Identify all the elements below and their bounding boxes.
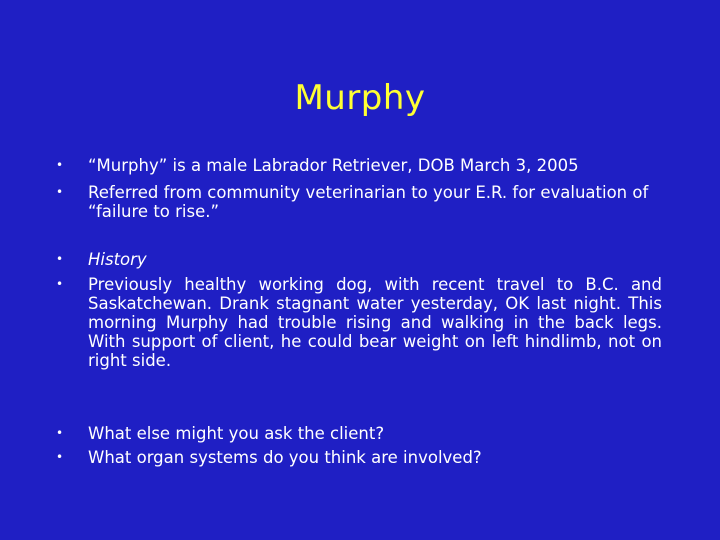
bullet-item (56, 156, 662, 175)
bullet-dot-icon: • (56, 426, 64, 440)
bullet-item (56, 448, 662, 467)
bullet-text-question-client: What else might you ask the client? (88, 424, 385, 443)
bullet-dot-icon: • (56, 277, 64, 291)
bullet-item (56, 424, 662, 443)
bullet-text-dob: “Murphy” is a male Labrador Retriever, DOB March 3, 2005 (88, 156, 579, 175)
bullet-text-question-systems: What organ systems do you think are involved? (88, 448, 482, 467)
bullet-dot-icon: • (56, 158, 64, 172)
bullet-text-history-heading: History (88, 250, 147, 269)
bullet-item (56, 250, 662, 269)
bullet-text-referral: Referred from community veterinarian to your E.R. for evaluation of “failure to rise.” (88, 183, 649, 221)
slide-title: Murphy (294, 78, 426, 118)
bullet-dot-icon: • (56, 252, 64, 266)
bullet-dot-icon: • (56, 450, 64, 464)
bullet-dot-icon: • (56, 185, 64, 199)
bullet-text-history: Previously healthy working dog, with recent travel to B.C. and Saskatchewan. Drank stagnant water yesterday, OK last night. This morning Murphy had trouble rising and walking in the back legs. With support of client, he could bear weight on left hindlimb, not on right side. (88, 275, 662, 370)
bullet-item (56, 275, 662, 370)
bullet-item (56, 183, 662, 221)
